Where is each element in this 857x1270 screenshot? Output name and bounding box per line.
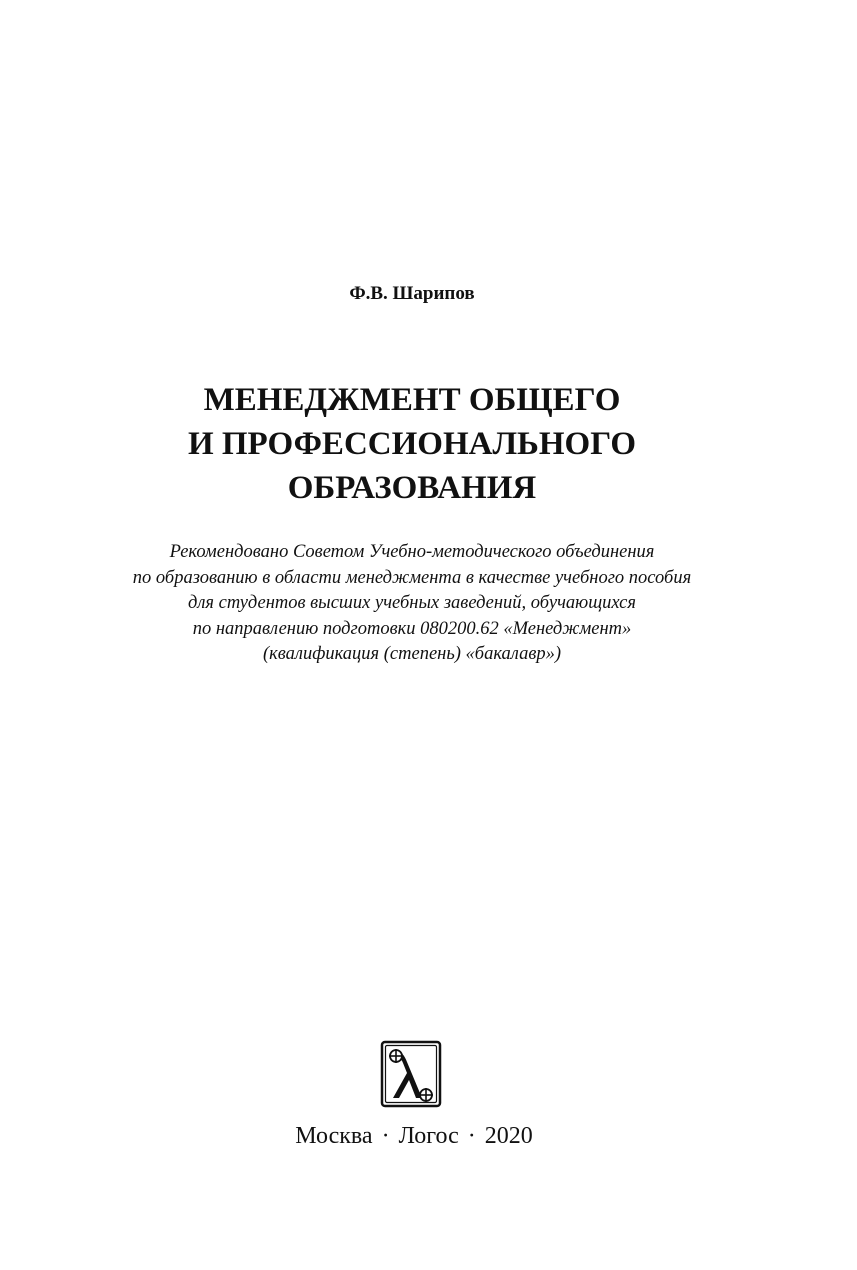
- imprint-year: 2020: [484, 1123, 533, 1149]
- recommendation-line-3: для студентов высших учебных заведений, обучающихся: [188, 593, 636, 613]
- book-title-line-1: МЕНЕДЖМЕНТ ОБЩЕГО: [203, 382, 621, 418]
- imprint-publisher: Логос: [398, 1123, 459, 1149]
- recommendation-note: [0, 540, 824, 668]
- recommendation-line-1: Рекомендовано Советом Учебно-методического объединения: [169, 542, 655, 562]
- author-name: Ф.В. Шарипов: [349, 283, 475, 304]
- imprint: [0, 1120, 828, 1152]
- book-title-line-2: И ПРОФЕССИОНАЛЬНОГО: [187, 426, 637, 462]
- imprint-separator-1: ·: [381, 1123, 390, 1149]
- recommendation-line-2: по образованию в области менеджмента в качестве учебного пособия: [132, 567, 692, 588]
- lambda-publisher-logo-icon: [380, 1040, 442, 1108]
- imprint-city: Москва: [295, 1123, 373, 1149]
- recommendation-line-4: по направлению подготовки 080200.62 «Менеджмент»: [192, 618, 632, 639]
- book-title-line-3: ОБРАЗОВАНИЯ: [287, 470, 537, 506]
- book-title: [0, 378, 824, 510]
- imprint-separator-2: ·: [467, 1123, 476, 1149]
- recommendation-line-5: (квалификация (степень) «бакалавр»): [262, 644, 562, 664]
